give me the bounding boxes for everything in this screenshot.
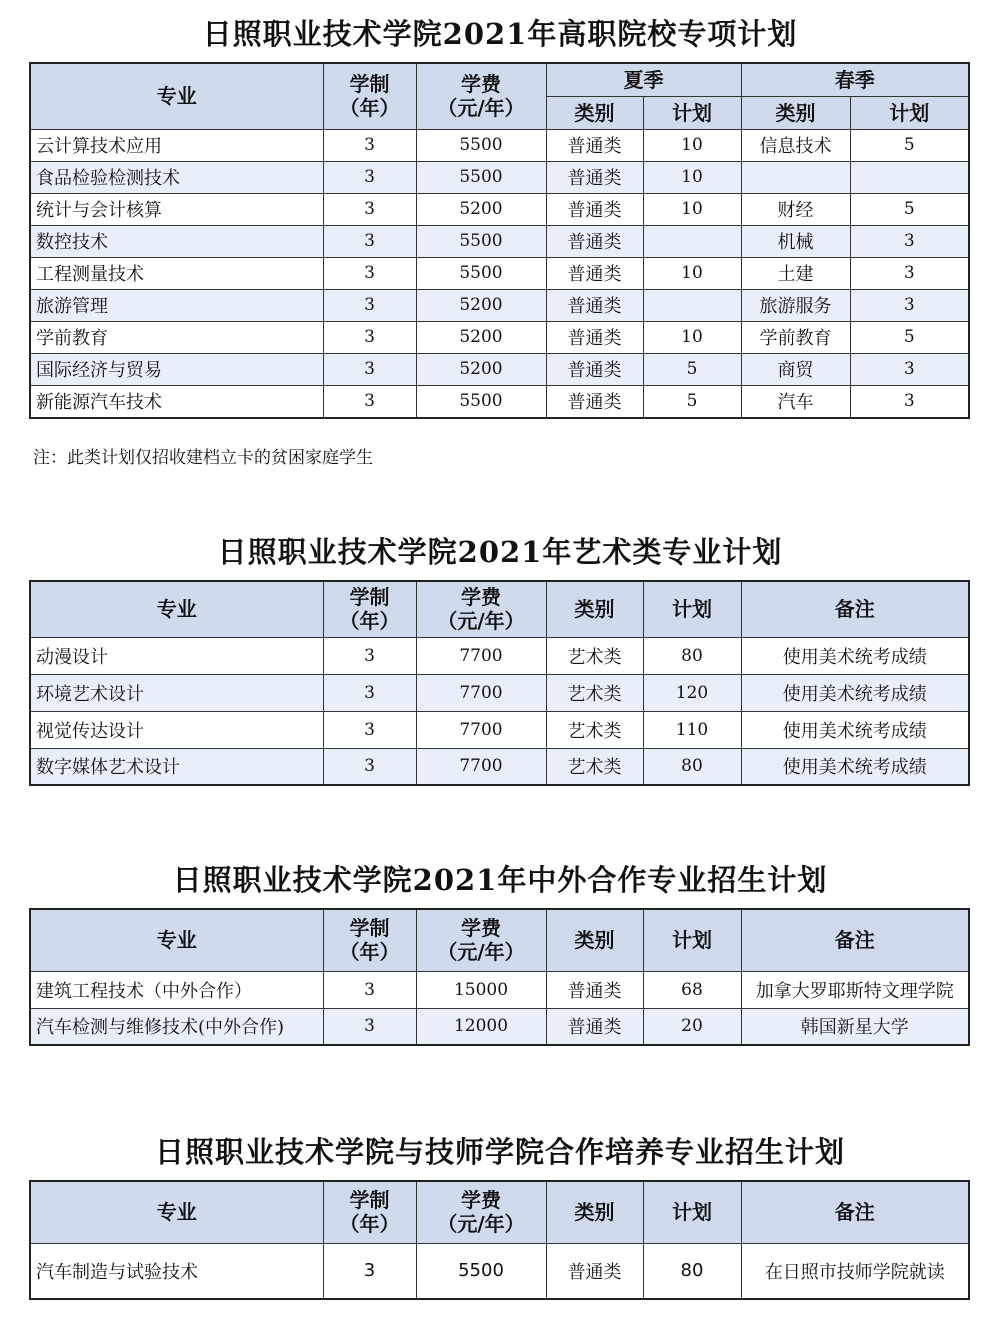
summer-category-cell: 普通类 bbox=[546, 129, 643, 161]
major-cell: 汽车制造与试验技术 bbox=[30, 1243, 323, 1299]
header-summer-category: 类别 bbox=[546, 96, 643, 129]
duration-cell: 3 bbox=[323, 385, 416, 418]
header-spring-category: 类别 bbox=[741, 96, 850, 129]
category-cell: 艺术类 bbox=[546, 674, 643, 711]
header-category: 类别 bbox=[546, 581, 643, 637]
fee-cell: 7700 bbox=[416, 674, 546, 711]
plan-cell: 120 bbox=[643, 674, 741, 711]
duration-cell: 3 bbox=[323, 161, 416, 193]
summer-category-cell: 普通类 bbox=[546, 321, 643, 353]
header-duration: 学制 （年） bbox=[323, 909, 416, 971]
spring-category-cell: 学前教育 bbox=[741, 321, 850, 353]
fee-cell: 7700 bbox=[416, 637, 546, 674]
header-summer: 夏季 bbox=[546, 63, 741, 96]
table-row bbox=[30, 674, 969, 711]
header-remark: 备注 bbox=[741, 1181, 969, 1243]
table-row bbox=[30, 353, 969, 385]
table-row bbox=[30, 129, 969, 161]
remark-cell: 在日照市技师学院就读 bbox=[741, 1243, 969, 1299]
fee-cell: 5200 bbox=[416, 321, 546, 353]
header-duration: 学制 （年） bbox=[323, 63, 416, 129]
major-cell: 新能源汽车技术 bbox=[30, 385, 323, 418]
fee-cell: 5200 bbox=[416, 193, 546, 225]
summer-plan-cell: 10 bbox=[643, 257, 741, 289]
major-cell: 汽车检测与维修技术(中外合作) bbox=[30, 1008, 323, 1045]
duration-cell: 3 bbox=[323, 711, 416, 748]
plan-cell: 20 bbox=[643, 1008, 741, 1045]
duration-cell: 3 bbox=[323, 674, 416, 711]
technician-plan-table bbox=[29, 1180, 970, 1300]
spring-plan-cell: 3 bbox=[850, 225, 969, 257]
table-row bbox=[30, 711, 969, 748]
spring-category-cell: 财经 bbox=[741, 193, 850, 225]
table-row bbox=[30, 289, 969, 321]
summer-plan-cell: 5 bbox=[643, 353, 741, 385]
category-cell: 普通类 bbox=[546, 1243, 643, 1299]
spring-category-cell: 商贸 bbox=[741, 353, 850, 385]
plan-cell: 80 bbox=[643, 637, 741, 674]
spring-category-cell: 机械 bbox=[741, 225, 850, 257]
section1-title: 日照职业技术学院2021年高职院校专项计划 bbox=[202, 17, 798, 51]
duration-cell: 3 bbox=[323, 225, 416, 257]
header-fee: 学费 （元/年） bbox=[416, 909, 546, 971]
major-cell: 数控技术 bbox=[30, 225, 323, 257]
duration-cell: 3 bbox=[323, 321, 416, 353]
spring-category-cell: 汽车 bbox=[741, 385, 850, 418]
header-remark: 备注 bbox=[741, 909, 969, 971]
summer-category-cell: 普通类 bbox=[546, 353, 643, 385]
summer-plan-cell: 10 bbox=[643, 129, 741, 161]
summer-category-cell: 普通类 bbox=[546, 289, 643, 321]
table-row bbox=[30, 971, 969, 1008]
fee-cell: 7700 bbox=[416, 711, 546, 748]
remark-cell: 韩国新星大学 bbox=[741, 1008, 969, 1045]
header-fee: 学费 （元/年） bbox=[416, 1181, 546, 1243]
plan-cell: 68 bbox=[643, 971, 741, 1008]
section3-title: 日照职业技术学院2021年中外合作专业招生计划 bbox=[172, 863, 828, 897]
remark-cell: 使用美术统考成绩 bbox=[741, 748, 969, 785]
major-cell: 统计与会计核算 bbox=[30, 193, 323, 225]
table-row bbox=[30, 257, 969, 289]
header-plan: 计划 bbox=[643, 909, 741, 971]
duration-cell: 3 bbox=[323, 353, 416, 385]
duration-cell: 3 bbox=[323, 637, 416, 674]
fee-cell: 15000 bbox=[416, 971, 546, 1008]
fee-cell: 5500 bbox=[416, 225, 546, 257]
major-cell: 国际经济与贸易 bbox=[30, 353, 323, 385]
duration-cell: 3 bbox=[323, 289, 416, 321]
spring-plan-cell: 3 bbox=[850, 385, 969, 418]
fee-cell: 5500 bbox=[416, 161, 546, 193]
table-row bbox=[30, 637, 969, 674]
duration-cell: 3 bbox=[323, 129, 416, 161]
summer-plan-cell: 5 bbox=[643, 385, 741, 418]
section1-note: 注：此类计划仅招收建档立卡的贫困家庭学生 bbox=[33, 448, 373, 468]
plan-cell: 110 bbox=[643, 711, 741, 748]
header-remark: 备注 bbox=[741, 581, 969, 637]
table-row bbox=[30, 161, 969, 193]
category-cell: 艺术类 bbox=[546, 711, 643, 748]
plan-cell: 80 bbox=[643, 1243, 741, 1299]
fee-cell: 5500 bbox=[416, 1243, 546, 1299]
header-major: 专业 bbox=[30, 63, 323, 129]
header-major: 专业 bbox=[30, 1181, 323, 1243]
remark-cell: 使用美术统考成绩 bbox=[741, 711, 969, 748]
spring-category-cell bbox=[741, 161, 850, 193]
fee-cell: 5500 bbox=[416, 385, 546, 418]
major-cell: 旅游管理 bbox=[30, 289, 323, 321]
fee-cell: 5200 bbox=[416, 353, 546, 385]
duration-cell: 3 bbox=[323, 257, 416, 289]
remark-cell: 加拿大罗耶斯特文理学院 bbox=[741, 971, 969, 1008]
table-row bbox=[30, 1243, 969, 1299]
header-major: 专业 bbox=[30, 909, 323, 971]
summer-category-cell: 普通类 bbox=[546, 225, 643, 257]
spring-plan-cell: 5 bbox=[850, 193, 969, 225]
table-row bbox=[30, 321, 969, 353]
summer-plan-cell: 10 bbox=[643, 321, 741, 353]
duration-cell: 3 bbox=[323, 971, 416, 1008]
fee-cell: 7700 bbox=[416, 748, 546, 785]
table-row bbox=[30, 1008, 969, 1045]
table-row bbox=[30, 748, 969, 785]
category-cell: 普通类 bbox=[546, 971, 643, 1008]
spring-category-cell: 旅游服务 bbox=[741, 289, 850, 321]
section4-title: 日照职业技术学院与技师学院合作培养专业招生计划 bbox=[154, 1135, 845, 1169]
spring-plan-cell: 5 bbox=[850, 321, 969, 353]
major-cell: 视觉传达设计 bbox=[30, 711, 323, 748]
table-row bbox=[30, 193, 969, 225]
header-fee: 学费 （元/年） bbox=[416, 63, 546, 129]
header-duration: 学制 （年） bbox=[323, 1181, 416, 1243]
summer-category-cell: 普通类 bbox=[546, 385, 643, 418]
fee-cell: 5200 bbox=[416, 289, 546, 321]
summer-plan-cell bbox=[643, 225, 741, 257]
header-spring-plan: 计划 bbox=[850, 96, 969, 129]
major-cell: 建筑工程技术（中外合作） bbox=[30, 971, 323, 1008]
category-cell: 普通类 bbox=[546, 1008, 643, 1045]
major-cell: 云计算技术应用 bbox=[30, 129, 323, 161]
plan-cell: 80 bbox=[643, 748, 741, 785]
remark-cell: 使用美术统考成绩 bbox=[741, 637, 969, 674]
art-plan-table bbox=[29, 580, 970, 786]
header-spring: 春季 bbox=[741, 63, 969, 96]
major-cell: 学前教育 bbox=[30, 321, 323, 353]
duration-cell: 3 bbox=[323, 1243, 416, 1299]
major-cell: 工程测量技术 bbox=[30, 257, 323, 289]
header-fee: 学费 （元/年） bbox=[416, 581, 546, 637]
header-summer-plan: 计划 bbox=[643, 96, 741, 129]
summer-plan-cell: 10 bbox=[643, 161, 741, 193]
spring-plan-cell: 3 bbox=[850, 353, 969, 385]
category-cell: 艺术类 bbox=[546, 637, 643, 674]
summer-category-cell: 普通类 bbox=[546, 257, 643, 289]
summer-plan-cell: 10 bbox=[643, 193, 741, 225]
fee-cell: 12000 bbox=[416, 1008, 546, 1045]
summer-category-cell: 普通类 bbox=[546, 161, 643, 193]
major-cell: 数字媒体艺术设计 bbox=[30, 748, 323, 785]
duration-cell: 3 bbox=[323, 748, 416, 785]
header-plan: 计划 bbox=[643, 581, 741, 637]
fee-cell: 5500 bbox=[416, 129, 546, 161]
spring-plan-cell: 5 bbox=[850, 129, 969, 161]
category-cell: 艺术类 bbox=[546, 748, 643, 785]
spring-plan-cell: 3 bbox=[850, 257, 969, 289]
fee-cell: 5500 bbox=[416, 257, 546, 289]
header-plan: 计划 bbox=[643, 1181, 741, 1243]
spring-plan-cell: 3 bbox=[850, 289, 969, 321]
summer-plan-cell bbox=[643, 289, 741, 321]
spring-plan-cell bbox=[850, 161, 969, 193]
special-plan-table bbox=[29, 62, 970, 419]
major-cell: 动漫设计 bbox=[30, 637, 323, 674]
sino-foreign-plan-table bbox=[29, 908, 970, 1046]
header-major: 专业 bbox=[30, 581, 323, 637]
summer-category-cell: 普通类 bbox=[546, 193, 643, 225]
header-category: 类别 bbox=[546, 909, 643, 971]
spring-category-cell: 土建 bbox=[741, 257, 850, 289]
table-row bbox=[30, 385, 969, 418]
major-cell: 环境艺术设计 bbox=[30, 674, 323, 711]
duration-cell: 3 bbox=[323, 1008, 416, 1045]
remark-cell: 使用美术统考成绩 bbox=[741, 674, 969, 711]
spring-category-cell: 信息技术 bbox=[741, 129, 850, 161]
major-cell: 食品检验检测技术 bbox=[30, 161, 323, 193]
duration-cell: 3 bbox=[323, 193, 416, 225]
header-duration: 学制 （年） bbox=[323, 581, 416, 637]
header-category: 类别 bbox=[546, 1181, 643, 1243]
section2-title: 日照职业技术学院2021年艺术类专业计划 bbox=[217, 535, 783, 569]
table-row bbox=[30, 225, 969, 257]
